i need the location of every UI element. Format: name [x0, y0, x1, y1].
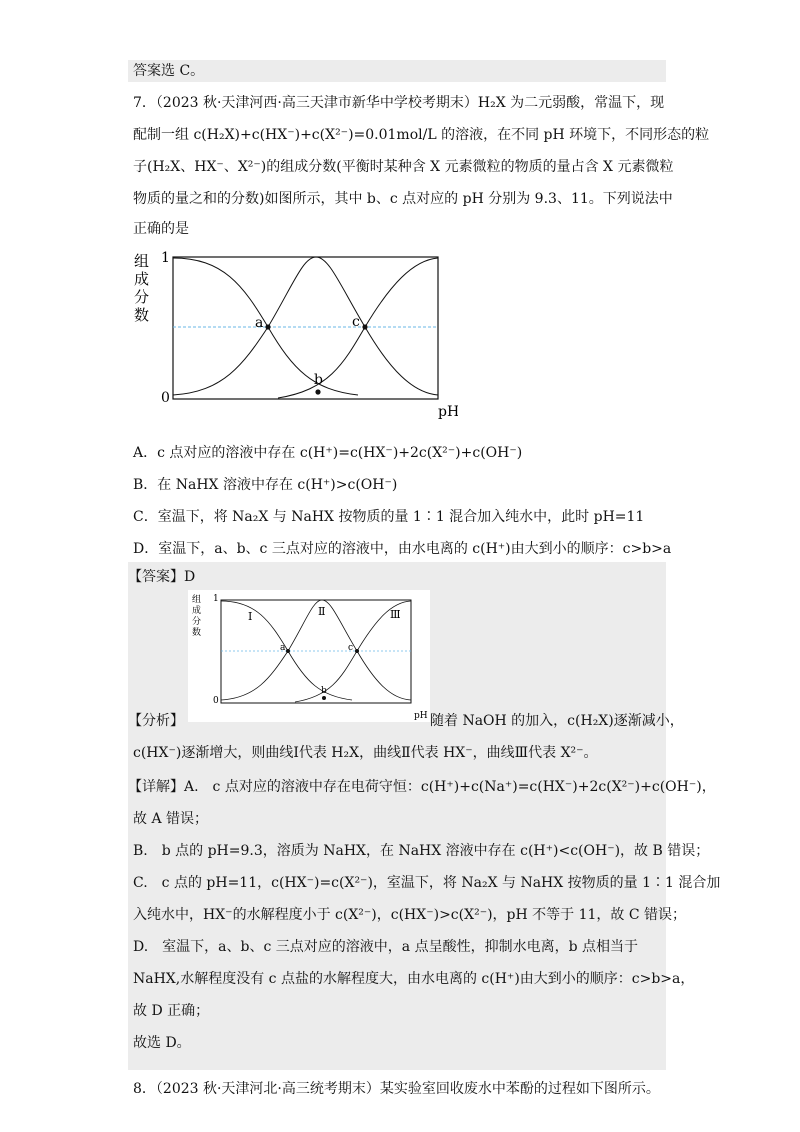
chart-y-bottom-tick: 0	[161, 390, 170, 406]
detail-line-1: 【详解】A. c 点对应的溶液中存在电荷守恒：c(H⁺)+c(Na⁺)=c(HX⁻)+2c(X²⁻)+c(OH⁻)，	[128, 779, 716, 795]
analysis-label: 【分析】	[128, 713, 184, 729]
analysis-y-bottom-tick: 0	[213, 696, 219, 706]
chart-frame	[173, 257, 438, 399]
detail-line-2: 故 A 错误；	[133, 811, 209, 827]
analysis-point-b-label: b	[321, 686, 327, 696]
analysis-curve-2-label: Ⅱ	[318, 605, 326, 618]
answer-label: 【答案】D	[128, 569, 196, 585]
question-7-line-3: 子(H₂X、HX⁻、X²⁻)的组成分数(平衡时某种含 X 元素微粒的物质的量占含 X 元素微粒	[133, 159, 674, 175]
analysis-point-b-marker	[322, 696, 326, 700]
detail-line-3: B. b 点的 pH=9.3，溶质为 NaHX，在 NaHX 溶液中存在 c(H⁺)<c(OH⁻)，故 B 错误；	[133, 843, 710, 859]
analysis-xlabel: pH	[414, 711, 428, 721]
analysis-ylabel-char-1: 组	[192, 595, 202, 605]
question-7-line-1: 7．（2023 秋·天津河西·高三天津市新华中学校考期末）H₂X 为二元弱酸，常温下，现	[133, 95, 665, 111]
analysis-point-c-marker	[355, 649, 359, 653]
detail-line-9: 故选 D。	[133, 1035, 191, 1051]
analysis-point-a-label: a	[280, 643, 286, 653]
detail-line-6: D. 室温下，a、b、c 三点对应的溶液中，a 点呈酸性，抑制水电离，b 点相当于	[133, 939, 638, 955]
analysis-curve-3-label: Ⅲ	[390, 608, 401, 621]
previous-answer: 答案选 C。	[128, 60, 666, 82]
chart-ylabel-char-3: 分	[134, 288, 150, 306]
fraction-chart-svg	[128, 240, 458, 420]
analysis-curve-1-label: Ⅰ	[248, 610, 253, 623]
point-c-marker	[362, 324, 367, 329]
option-a: A．c 点对应的溶液中存在 c(H⁺)=c(HX⁻)+2c(X²⁻)+c(OH⁻)	[133, 445, 523, 461]
curve-hx	[173, 257, 438, 395]
point-a-marker	[265, 324, 270, 329]
point-a-label: a	[255, 315, 264, 331]
analysis-text-2: c(HX⁻)逐渐增大，则曲线Ⅰ代表 H₂X，曲线Ⅱ代表 HX⁻，曲线Ⅲ代表 X²⁻。	[133, 745, 598, 761]
option-c: C．室温下，将 Na₂X 与 NaHX 按物质的量 1∶1 混合加入纯水中，此时 pH=11	[133, 509, 645, 525]
chart-ylabel-char-1: 组	[134, 252, 150, 270]
analysis-ylabel-char-3: 分	[192, 617, 202, 627]
analysis-ylabel-char-4: 数	[192, 628, 202, 638]
option-b: B．在 NaHX 溶液中存在 c(H⁺)>c(OH⁻)	[133, 477, 398, 493]
analysis-point-a-marker	[286, 649, 290, 653]
analysis-chart-svg	[188, 590, 430, 722]
option-d: D．室温下，a、b、c 三点对应的溶液中，由水电离的 c(H⁺)由大到小的顺序：c>b>a	[133, 541, 672, 557]
analysis-chart	[188, 590, 430, 722]
fraction-chart	[128, 240, 458, 420]
chart-y-top-tick: 1	[161, 250, 170, 266]
chart-ylabel-char-2: 成	[134, 270, 150, 288]
point-b-marker	[315, 389, 320, 394]
point-c-label: c	[352, 314, 360, 330]
detail-line-8: 故 D 正确；	[133, 1003, 210, 1019]
chart-ylabel-char-4: 数	[134, 306, 150, 324]
analysis-point-c-label: c	[348, 643, 354, 653]
analysis-text-1: 随着 NaOH 的加入，c(H₂X)逐渐减小，	[430, 713, 684, 729]
chart-xlabel: pH	[438, 404, 458, 420]
question-7-line-2: 配制一组 c(H₂X)+c(HX⁻)+c(X²⁻)=0.01mol/L 的溶液，在不同 pH 环境下，不同形态的粒	[133, 127, 710, 143]
question-8: 8．（2023 秋·天津河北·高三统考期末）某实验室回收废水中苯酚的过程如下图所示。	[133, 1081, 660, 1097]
detail-line-5: 入纯水中，HX⁻的水解程度小于 c(X²⁻)，c(HX⁻)>c(X²⁻)，pH 不等于 11，故 C 错误；	[133, 907, 687, 923]
question-7-line-5: 正确的是	[133, 221, 189, 237]
detail-line-4: C. c 点的 pH=11，c(HX⁻)=c(X²⁻)，室温下，将 Na₂X 与 NaHX 按物质的量 1∶1 混合加	[133, 875, 721, 891]
analysis-ylabel-char-2: 成	[192, 606, 202, 616]
question-7-line-4: 物质的量之和的分数)如图所示，其中 b、c 点对应的 pH 分别为 9.3、11。下列说法中	[133, 191, 673, 207]
analysis-y-top-tick: 1	[213, 594, 219, 604]
detail-line-7: NaHX,水解程度没有 c 点盐的水解程度大，由水电离的 c(H⁺)由大到小的顺序：c>b>a，	[133, 971, 695, 987]
point-b-label: b	[314, 372, 323, 388]
